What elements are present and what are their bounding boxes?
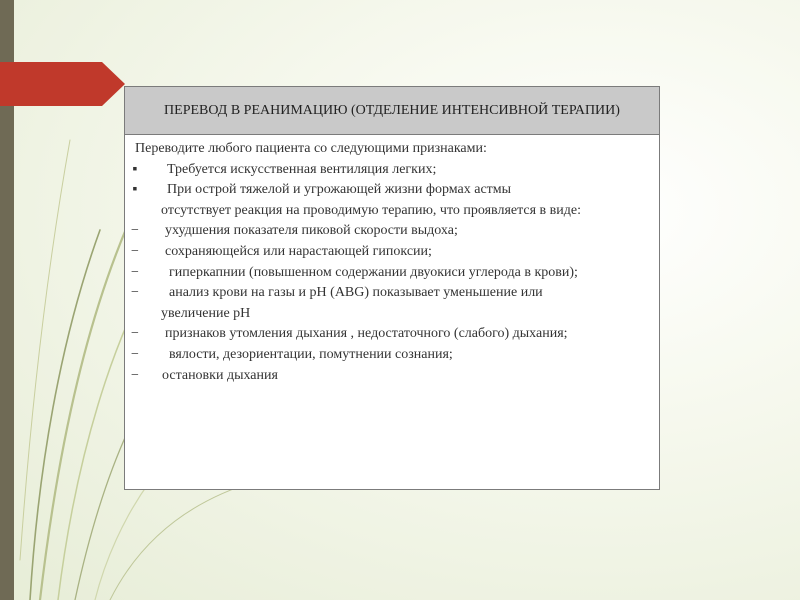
list-item (131, 263, 657, 284)
list-item (131, 180, 657, 201)
info-card (124, 86, 660, 490)
dash-marker: − (131, 264, 139, 280)
dash-marker: − (131, 346, 139, 362)
list-item-text: вялости, дезориентации, помутнении сознания; (169, 346, 453, 362)
list-item-continuation (131, 304, 657, 325)
list-item-text: сохраняющейся или нарастающей гипоксии; (165, 243, 432, 259)
continuation-text: отсутствует реакция на проводимую терапию, что проявляется в виде: (161, 202, 581, 218)
list-item (131, 160, 657, 181)
list-item-text: гиперкапнии (повышенном содержании двуокиси углерода в крови); (169, 264, 578, 280)
red-arrow-decoration (0, 62, 125, 106)
list-item-text: признаков утомления дыхания , недостаточного (слабого) дыхания; (165, 326, 568, 342)
list-item (131, 345, 657, 366)
dash-marker: − (131, 285, 139, 301)
list-item (131, 324, 657, 345)
list-item-text: Требуется искусственная вентиляция легких; (167, 161, 437, 177)
list-item (131, 221, 657, 242)
list-item (131, 283, 657, 304)
list-item-text: ухудшения показателя пиковой скорости выдоха; (165, 223, 458, 239)
dash-marker: − (131, 326, 139, 342)
list-item (131, 242, 657, 263)
list-item-text: При острой тяжелой и угрожающей жизни формах астмы (167, 182, 512, 198)
dash-marker: − (131, 367, 139, 383)
dash-marker: − (131, 243, 139, 259)
dash-marker: − (131, 223, 139, 239)
bullet-marker: ▪ (132, 182, 138, 198)
card-title: ПЕРЕВОД В РЕАНИМАЦИЮ (ОТДЕЛЕНИЕ ИНТЕНСИВНОЙ ТЕРАПИИ) (125, 87, 659, 135)
intro-text: Переводите любого пациента со следующими признаками: (135, 141, 487, 156)
card-body (125, 135, 659, 386)
list-item-text: остановки дыхания (162, 367, 278, 383)
list-item-text: анализ крови на газы и pH (ABG) показывает уменьшение или (169, 285, 543, 301)
list-item (131, 366, 657, 387)
intro-line (131, 139, 657, 160)
list-item-continuation (131, 201, 657, 222)
bullet-marker: ▪ (132, 161, 138, 177)
continuation-text: увеличение pH (161, 305, 251, 321)
